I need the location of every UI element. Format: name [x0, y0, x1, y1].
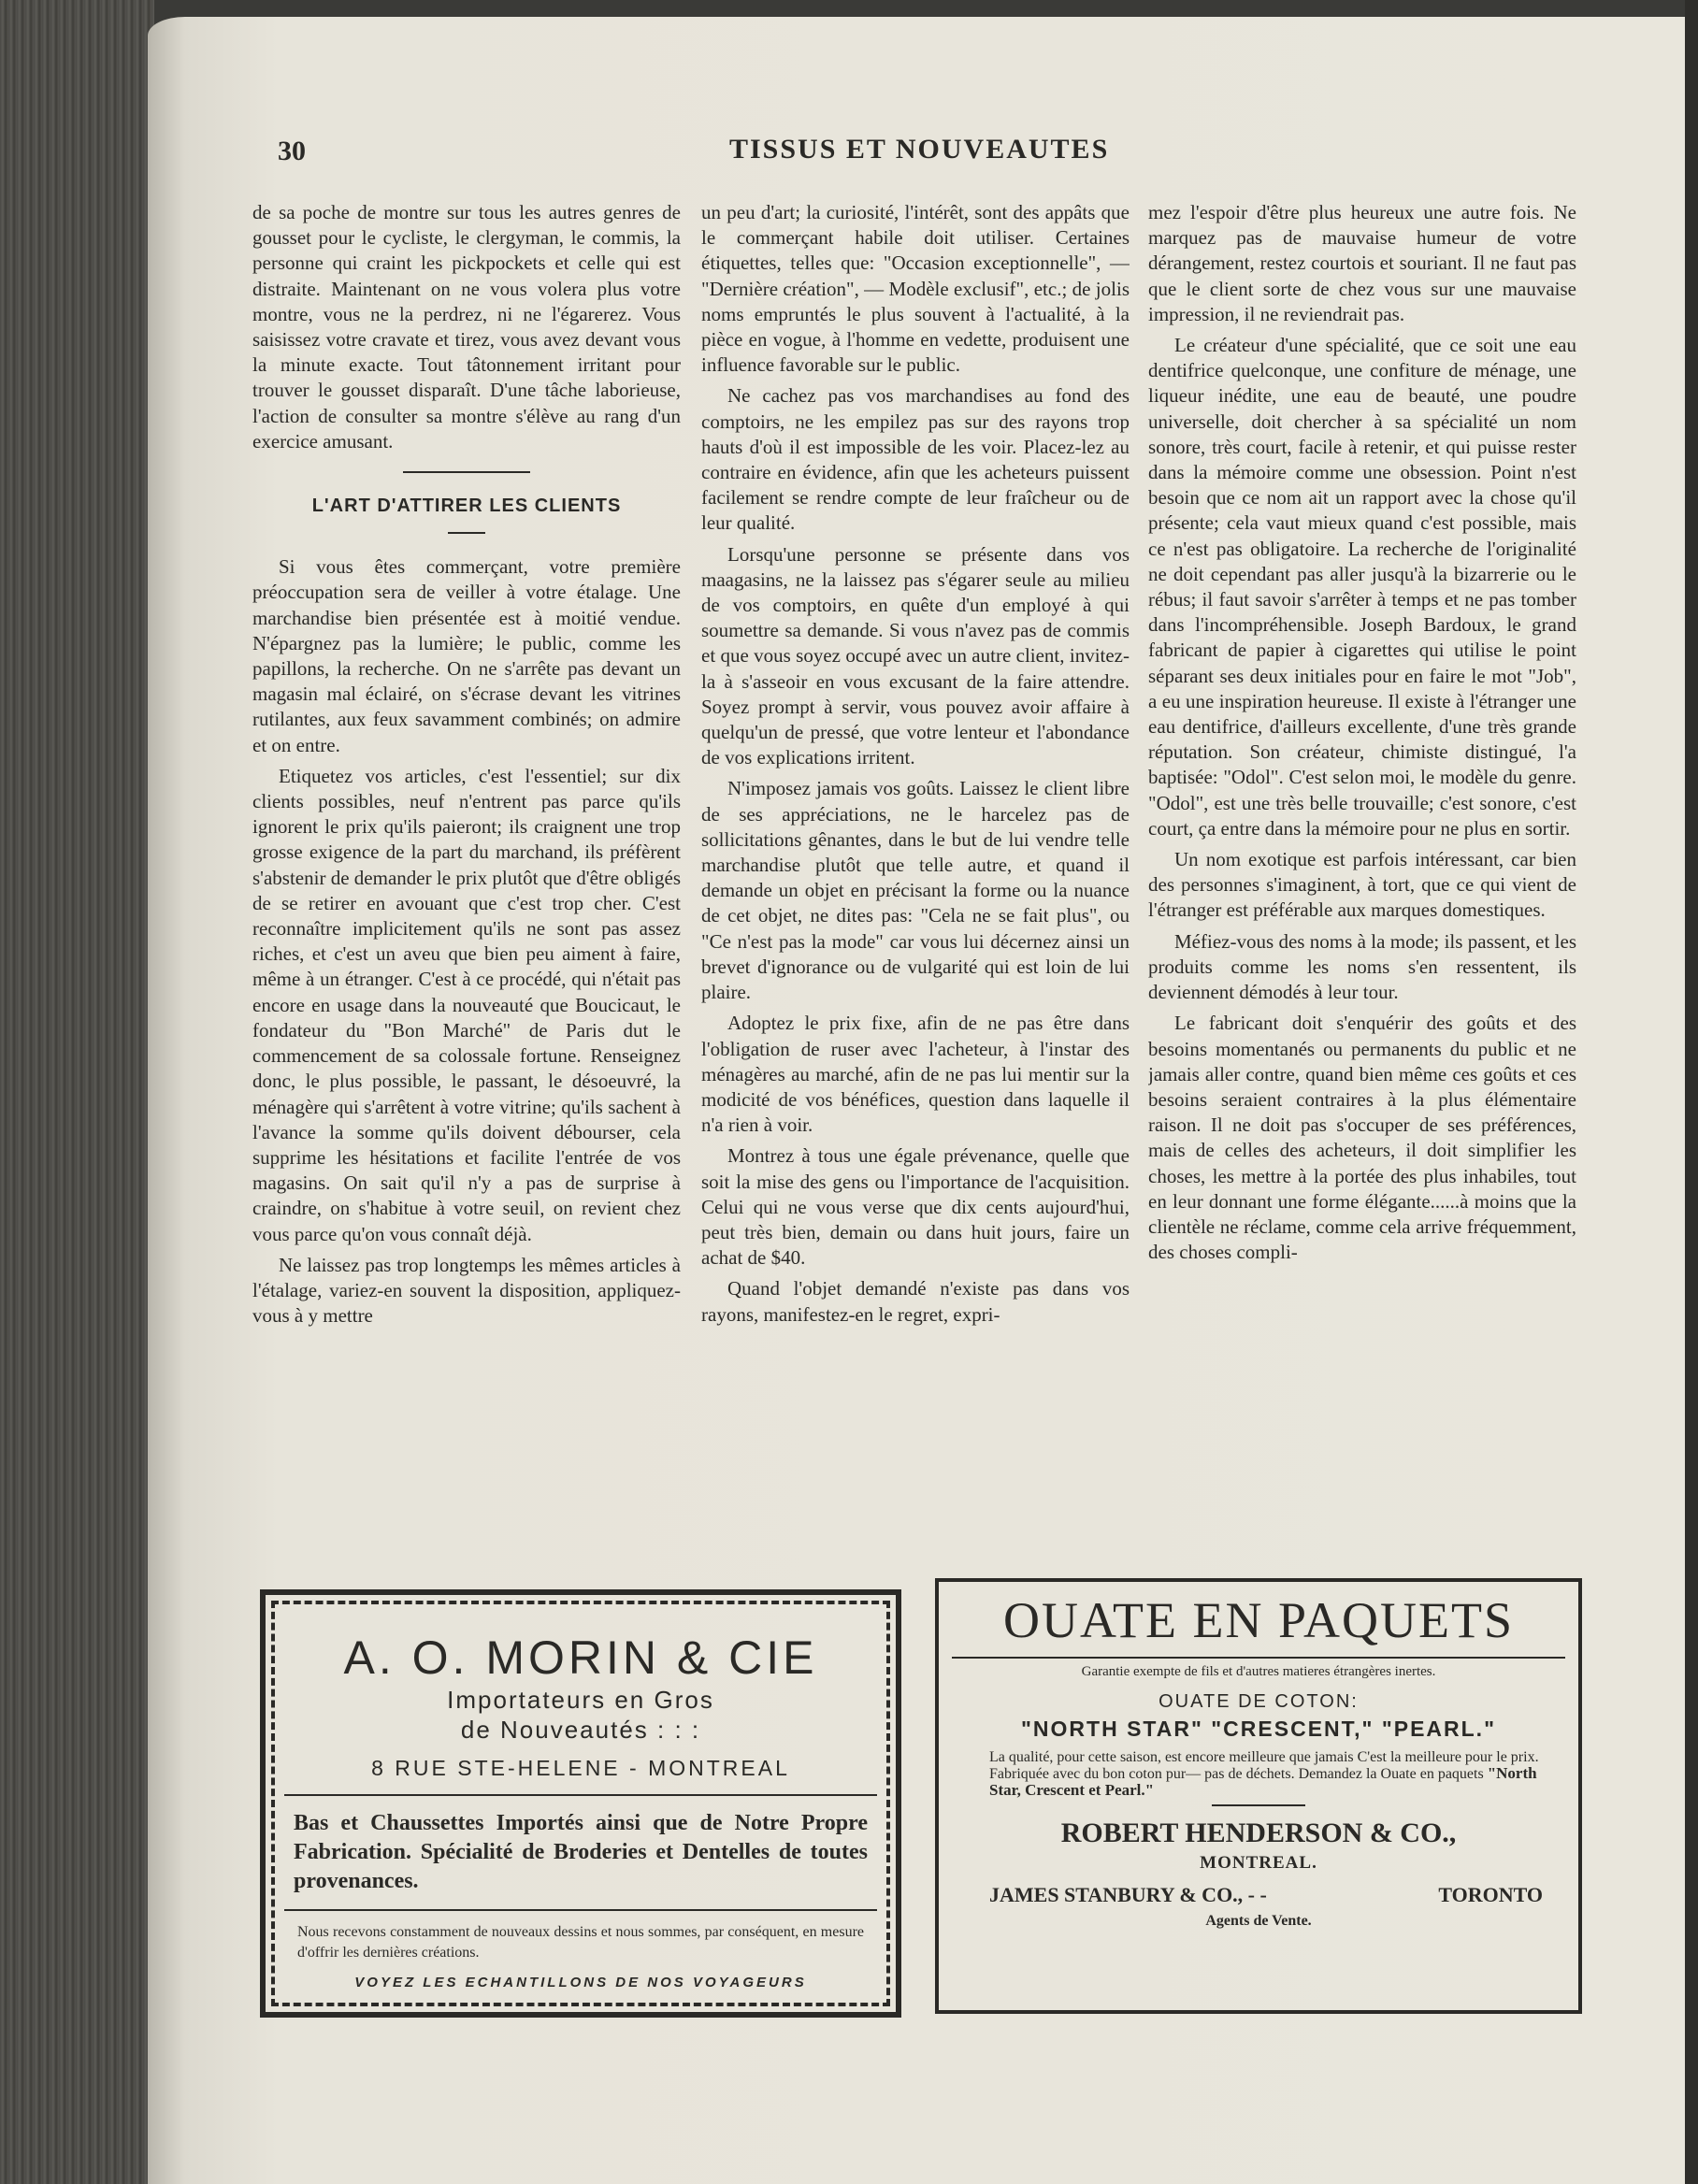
paragraph: un peu d'art; la curiosité, l'intérêt, sont des appâts que le commerçant habile doit utiliser. Certaines étiquettes, telles que: "Occasion exceptionnelle", — "Dernière création", — Modèle exclusif", etc.; de jolis noms empruntés le plus souvent à l'actualité, à la pièce en vogue, à l'homme en vedette, produisent une influence favorable sur le public.	[701, 201, 1130, 377]
divider	[403, 471, 530, 473]
paragraph: Quand l'objet demandé n'existe pas dans vos rayons, manifestez-en le regret, expri-	[701, 1277, 1130, 1326]
divider	[1212, 1804, 1305, 1806]
paragraph: mez l'espoir d'être plus heureux une autre fois. Ne marquez pas de mauvaise humeur de votre dérangement, restez courtois et souriant. Il ne faut pas que le client sorte de chez vous sur une mauvaise impression, il ne reviendrait pas.	[1148, 201, 1576, 325]
ad-guarantee: Garantie exempte de fils et d'autres matieres étrangères inertes.	[1081, 1664, 1436, 1679]
ad-description-text: La qualité, pour cette saison, est encore meilleure que jamais C'est la meilleure pour le prix. Fabriquée avec du bon coton pur— pas de déchets. Demandez la Ouate en paquets	[989, 1749, 1539, 1782]
page-edge	[1685, 0, 1698, 2184]
ad-brands: "NORTH STAR" "CRESCENT," "PEARL."	[1021, 1717, 1496, 1741]
paragraph: Montrez à tous une égale prévenance, quelle que soit la mise des gens ou l'importance de l'acquisition. Celui qui ne vous verse que dix cents aujourd'hui, peut très bien, demain ou dans huit jours, faire un achat de $40.	[701, 1144, 1130, 1270]
text-column-1	[252, 200, 681, 1556]
ad-subtitle: OUATE DE COTON:	[1158, 1691, 1359, 1712]
paragraph: Etiquetez vos articles, c'est l'essentiel; sur dix clients possibles, neuf n'entrent pas parce qu'ils ignorent le prix qu'ils paieront; ils craignent une trop grosse exigence de la part du marchand, ils préfèrent s'abstenir de demander le prix plutôt que d'être obligés de se retirer en avouant que c'est trop cher. C'est reconnaître implicitement qu'ils ne sont pas assez riches, et c'est un aveu que bien peu aiment à faire, même à un étranger. C'est à ce procédé, qui n'était pas encore en usage dans la nouveauté que Boucicaut, le fondateur du "Bon Marché" de Paris dut le commencement de sa colossale fortune. Renseignez donc, le plus possible, le passant, le désoeuvré, la ménagère qui s'arrêtent à votre vitrine; qu'ils sachent à l'avance la somme qu'ils doivent débourser, cela supprime les hésitations et facilite l'entrée de vos magasins. On sait qu'il n'y a pas de surprise à craindre, on s'habitue à votre seuil, on revient chez vous parce qu'on vous connaît déjà.	[252, 764, 681, 1245]
advertiser-tagline: Importateurs en Gros	[447, 1686, 714, 1714]
advertiser-name: A. O. MORIN & CIE	[343, 1631, 818, 1684]
advertiser-note: Nous recevons constamment de nouveaux dessins et nous sommes, par conséquent, en mesure d'offrir les dernières créations.	[297, 1924, 864, 1961]
ad-agents-name: JAMES STANBURY & CO., - -	[989, 1883, 1267, 1906]
running-head: TISSUS ET NOUVEAUTES	[729, 134, 1110, 165]
advertisement-ouate	[935, 1578, 1582, 2014]
paragraph: Un nom exotique est parfois intéressant, car bien des personnes s'imaginent, à tort, que ce qui vient de l'étranger est préférable aux marques domestiques.	[1148, 848, 1576, 922]
ad-agents	[952, 1883, 1565, 1907]
ad-description	[989, 1749, 1547, 1799]
book-binding	[0, 0, 154, 2184]
page-number: 30	[278, 136, 306, 166]
ad-company: ROBERT HENDERSON & CO.,	[1060, 1818, 1457, 1848]
paragraph: Méfiez-vous des noms à la mode; ils passent, et les produits comme les noms s'en ressentent, ils deviennent démodés à leur tour.	[1148, 929, 1576, 1004]
paragraph: Le fabricant doit s'enquérir des goûts et des besoins momentanés ou permanents du public et ne jamais aller contre, quand bien même ces goûts et ces besoins seraient contraires à la plus élémentaire raison. Il ne doit pas s'occuper de ses préférences, mais de celles des acheteurs, il doit simplifier les choses, les mettre à la portée des plus inhabiles, tout en leur donnant une forme élégante......à moins que la clientèle ne réclame, comme cela arrive fréquemment, des choses compli-	[1148, 1012, 1576, 1264]
advertiser-specialty: Bas et Chaussettes Importés ainsi que de Notre Propre Fabrication. Spécialité de Broderies et Dentelles de toutes provenances.	[284, 1796, 877, 1911]
divider	[448, 532, 485, 534]
paragraph: Le créateur d'une spécialité, que ce soit une eau dentifrice quelconque, une confiture de ménage, une liqueur inédite, une eau de beauté, une poudre universelle, doit chercher à sa spécialité un nom sonore, très court, facile à retenir, et qui puisse rester dans la mémoire comme une obsession. Point n'est besoin que ce nom ait un rapport avec la chose qu'il présente; cela vaut mieux quand c'est possible, mais ce n'est pas obligatoire. La recherche de l'originalité ne doit cependant pas aller jusqu'à la bizarrerie ou le rébus; il faut savoir s'arrêter à temps et ne pas tomber dans l'incompréhensible. Joseph Bardoux, le grand fabricant de papier à cigarettes qui utilise le point séparant ses deux initiales pour en faire le mot "Job", a eu une inspiration heureuse. Il existe à l'étranger une eau dentifrice, d'ailleurs excellente, d'une très grande réputation. Son créateur, chimiste distingué, l'a baptisée: "Odol". C'est selon moi, le modèle du genre. "Odol", est une très belle trouvaille; c'est sonore, c'est court, ça entre dans la mémoire pour ne plus en sortir.	[1148, 334, 1576, 840]
ad-agents-label: Agents de Vente.	[1205, 1913, 1312, 1929]
advertiser-footer: VOYEZ LES ECHANTILLONS DE NOS VOYAGEURS	[354, 1975, 807, 1990]
paragraph: N'imposez jamais vos goûts. Laissez le client libre de ses appréciations, ne le harcelez pas de sollicitations gênantes, dans le but de lui vendre telle marchandise plutôt que telle autre, et quand il demande un objet en précisant la forme ou la nuance de cet objet, ne dites pas: "Cela ne se fait plus", ou "Ce n'est pas la mode" car vous lui décernez ainsi un brevet d'ignorance ou de vulgarité qui est loin de lui plaire.	[701, 777, 1130, 1004]
advertisement-morin	[260, 1589, 901, 2018]
ad-description-brands: "North Star, Crescent et Pearl."	[989, 1764, 1537, 1799]
advertiser-tagline: de Nouveautés : : :	[460, 1716, 701, 1744]
ad-title: OUATE EN PAQUETS	[952, 1591, 1565, 1659]
paragraph: de sa poche de montre sur tous les autres genres de gousset pour le cycliste, le clergyman, le commis, la personne qui craint les pickpockets et celle qui est distraite. Maintenant on ne vous volera plus votre montre, vous ne la perdrez, ni ne l'égarerez. Vous saisissez votre cravate et tirez, vous avez devant vous la minute exacte. Tout tâtonnement irritant pour trouver le gousset disparaît. D'une tâche laborieuse, l'action de consulter sa montre s'élève au rang d'un exercice amusant.	[252, 201, 681, 453]
section-heading: L'ART D'ATTIRER LES CLIENTS	[311, 496, 622, 517]
ad-city: MONTREAL.	[1200, 1853, 1317, 1873]
advertiser-address: 8 RUE STE-HELENE - MONTREAL	[284, 1756, 877, 1796]
paragraph: Adoptez le prix fixe, afin de ne pas être dans l'obligation de ruser avec l'acheteur, à l'instar des ménagères au marché, afin de ne pas lui mentir sur la modicité de vos bénéfices, question dans laquelle il n'a rien à voir.	[701, 1012, 1130, 1137]
text-column-2	[701, 200, 1130, 1556]
paragraph: Ne laissez pas trop longtemps les mêmes articles à l'étalage, variez-en souvent la disposition, appliquez-vous à y mettre	[252, 1253, 681, 1328]
paragraph: Lorsqu'une personne se présente dans vos maagasins, ne la laissez pas s'égarer seule au milieu de vos comptoirs, en quête d'un employé à qui soumettre sa demande. Si vous n'avez pas de commis et que vous soyez occupé avec un autre client, invitez-la à s'asseoir en vous excusant de la faire attendre. Soyez prompt à servir, vous pouvez avoir affaire à quelqu'un de pressé, que votre lenteur et l'abondance de vos explications irritent.	[701, 542, 1130, 769]
paragraph: Si vous êtes commerçant, votre première préoccupation sera de veiller à votre étalage. Une marchandise bien présentée est à moitié vendue. N'épargnez pas la lumière; le public, comme les papillons, la recherche. On ne s'arrête pas devant un magasin mal éclairé, on s'écrase devant les vitrines rutilantes, aux feux savamment combinés; on admire et on entre.	[252, 555, 681, 756]
text-column-3	[1148, 200, 1576, 1556]
ad-agents-city: TORONTO	[1438, 1883, 1543, 1906]
paragraph: Ne cachez pas vos marchandises au fond des comptoirs, ne les empilez pas sur des rayons trop hauts d'où il est impossible de les voir. Placez-lez au contraire en évidence, afin que les acheteurs puissent facilement se rendre compte de leur fraîcheur ou de leur qualité.	[701, 384, 1130, 535]
